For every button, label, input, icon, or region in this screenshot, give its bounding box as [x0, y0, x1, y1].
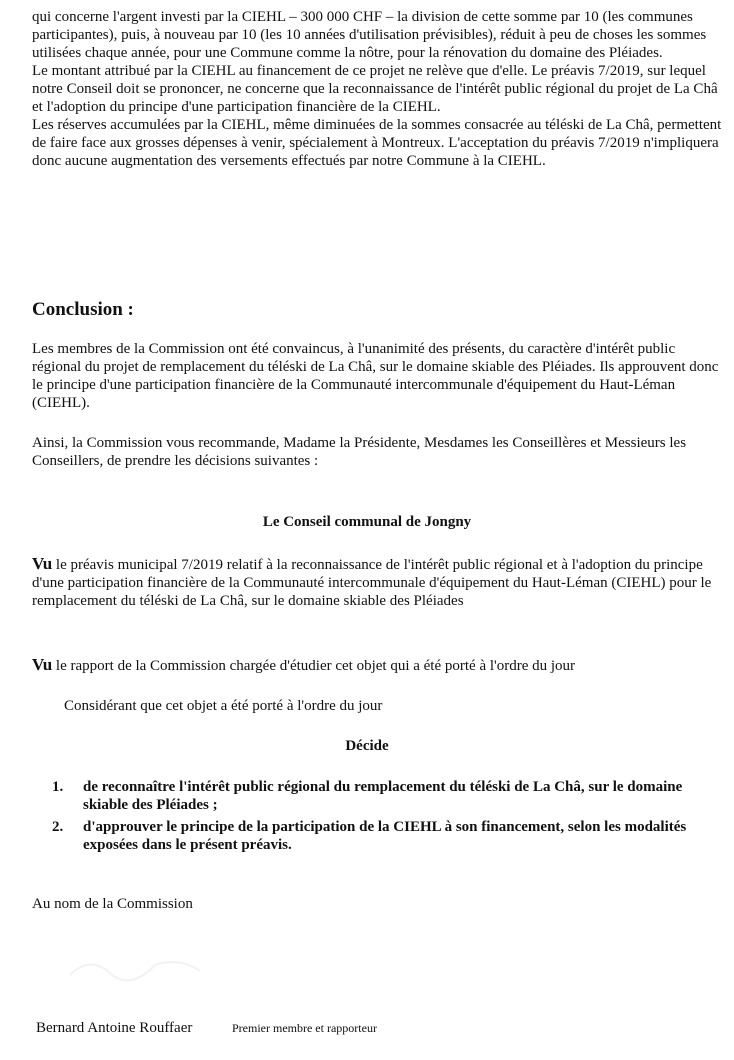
vu-text-2: le rapport de la Commission chargée d'étudier cet objet qui a été porté à l'ordre du jour [55, 658, 576, 674]
decision-list [52, 778, 722, 858]
decide-heading: Décide [345, 738, 389, 754]
vu-paragraph-2 [32, 656, 722, 675]
conclusion-heading: Conclusion : [32, 299, 134, 320]
decision-number: 2. [52, 819, 64, 835]
intro-paragraph-3: Les réserves accumulées par la CIEHL, même diminuées de la sommes consacrée au téléski de La Châ, permettent de faire face aux grosses dépenses à venir, spécialement à Montreux. L'acceptation du préavis 7/2019 n'impliquera donc aucune augmentation des versements effectués par notre Commune à la CIEHL. [32, 117, 722, 169]
decision-item [52, 818, 722, 854]
conclusion-paragraph-1: Les membres de la Commission ont été convaincus, à l'unanimité des présents, du caractère d'intérêt public régional du projet de remplacement du téléski de La Châ, sur le domaine skiable des Pléiades. Ils approuvent donc le principe d'une participation financière de la Communauté intercommunale d'équipement du Haut-Léman (CIEHL). [32, 341, 719, 411]
vu-label: Vu [32, 655, 53, 674]
on-behalf-line: Au nom de la Commission [32, 896, 193, 912]
vu-paragraph-1 [32, 555, 722, 610]
signature-mark [60, 935, 280, 995]
decision-text: d'approuver le principe de la participation de la CIEHL à son financement, selon les modalités exposées dans le présent préavis. [83, 819, 687, 853]
considerant-line: Considérant que cet objet a été porté à l'ordre du jour [64, 698, 383, 714]
signatory-role: Premier membre et rapporteur [232, 1021, 377, 1035]
conclusion-paragraph-2: Ainsi, la Commission vous recommande, Madame la Présidente, Mesdames les Conseillères et Messieurs les Conseillers, de prendre les décisions suivantes : [32, 435, 687, 469]
intro-paragraph-1: qui concerne l'argent investi par la CIEHL – 300 000 CHF – la division de cette somme par 10 (les communes participantes), puis, à nouveau par 10 (les 10 années d'utilisation prévisibles), réduit à peu de choses les sommes utilisées chaque année, pour une Commune comme la nôtre, pour la rénovation du domaine des Pléiades. [32, 9, 707, 61]
vu-text-1: le préavis municipal 7/2019 relatif à la reconnaissance de l'intérêt public régional et à l'adoption du principe d'une participation financière de la Communauté intercommunale d'équipement du Haut-Léman (CIEHL) pour le remplacement du téléski de La Châ, sur le domaine skiable des Pléiades [32, 557, 712, 609]
decision-item [52, 778, 722, 814]
signatory-name: Bernard Antoine Rouffaer [36, 1020, 193, 1036]
intro-section [32, 8, 722, 170]
council-title: Le Conseil communal de Jongny [262, 514, 472, 530]
intro-paragraph-2: Le montant attribué par la CIEHL au financement de ce projet ne relève que d'elle. Le préavis 7/2019, sur lequel notre Conseil doit se prononcer, ne concerne que la reconnaissance de l'intérêt public régional du projet de La Châ et l'adoption du principe d'une participation financière de la CIEHL. [32, 63, 718, 115]
decision-number: 1. [52, 779, 64, 795]
vu-label: Vu [32, 554, 53, 573]
decision-text: de reconnaître l'intérêt public régional du remplacement du téléski de La Châ, sur le domaine skiable des Pléiades ; [83, 779, 683, 813]
